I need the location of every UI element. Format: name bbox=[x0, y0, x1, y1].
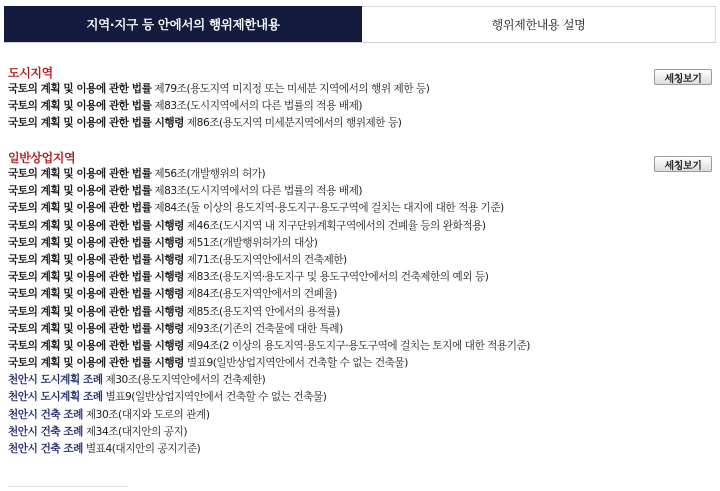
law-article: 별표9(일반상업지역안에서 건축할 수 없는 건축물) bbox=[186, 357, 408, 370]
law-article: 제34조(대지안의 공지) bbox=[85, 425, 188, 438]
law-article: 제30조(대지와 도로의 관계) bbox=[85, 408, 210, 421]
law-article: 제85조(용도지역 안에서의 용적률) bbox=[186, 305, 340, 318]
law-name: 천안시 도시계획 조례 bbox=[8, 391, 103, 404]
law-name: 국토의 계획 및 이용에 관한 법률 시행령 bbox=[8, 219, 184, 232]
law-link[interactable] bbox=[8, 321, 530, 338]
law-link[interactable] bbox=[8, 200, 530, 217]
tab-divider bbox=[4, 42, 716, 43]
tab-bar bbox=[0, 0, 720, 48]
law-link[interactable] bbox=[8, 441, 530, 458]
law-name: 국토의 계획 및 이용에 관한 법률 시행령 bbox=[8, 236, 184, 249]
law-name: 국토의 계획 및 이용에 관한 법률 bbox=[8, 185, 152, 198]
law-article: 제79조(용도지역 미지정 또는 미세분 지역에서의 행위 제한 등) bbox=[154, 83, 430, 95]
law-link[interactable] bbox=[8, 115, 429, 132]
detail-view-button-general-commercial-area[interactable]: 세칭보기 bbox=[654, 156, 712, 172]
tab-restriction-contents[interactable]: 지역·지구 등 안에서의 행위제한내용 bbox=[4, 6, 362, 42]
law-article: 제56조(개발행위의 허가) bbox=[154, 168, 266, 180]
law-name: 국토의 계획 및 이용에 관한 법률 bbox=[8, 100, 152, 113]
law-article: 제94조(2 이상의 용도지역·용도지구·용도구역에 걸치는 토지에 대한 적용기준) bbox=[186, 339, 530, 352]
law-link[interactable] bbox=[8, 407, 530, 424]
law-name: 국토의 계획 및 이용에 관한 법률 시행령 bbox=[8, 253, 184, 266]
law-name: 국토의 계획 및 이용에 관한 법률 시행령 bbox=[8, 271, 184, 284]
law-link[interactable] bbox=[8, 424, 530, 441]
law-link[interactable] bbox=[8, 235, 530, 252]
law-article: 제83조(용도지역·용도지구 및 용도구역안에서의 건축제한의 예외 등) bbox=[186, 271, 489, 284]
law-link[interactable] bbox=[8, 304, 530, 321]
law-name: 천안시 건축 조례 bbox=[8, 425, 83, 438]
law-link[interactable] bbox=[8, 218, 530, 235]
law-link[interactable] bbox=[8, 355, 530, 372]
section-title: 일반상업지역 bbox=[8, 151, 76, 165]
law-name: 국토의 계획 및 이용에 관한 법률 bbox=[8, 202, 152, 215]
law-article: 제71조(용도지역안에서의 건축제한) bbox=[186, 253, 347, 266]
law-name: 국토의 계획 및 이용에 관한 법률 시행령 bbox=[8, 322, 184, 335]
law-article: 제30조(용도지역안에서의 건축제한) bbox=[105, 374, 266, 387]
law-link[interactable] bbox=[8, 338, 530, 355]
tab-restriction-description[interactable]: 행위제한내용 설명 bbox=[362, 6, 716, 42]
law-link[interactable] bbox=[8, 372, 530, 389]
law-name: 국토의 계획 및 이용에 관한 법률 시행령 bbox=[8, 288, 184, 301]
law-name: 국토의 계획 및 이용에 관한 법률 시행령 bbox=[8, 117, 184, 130]
law-article: 제83조(도시지역에서의 다른 법률의 적용 배제) bbox=[154, 100, 363, 113]
law-name: 국토의 계획 및 이용에 관한 법률 시행령 bbox=[8, 339, 184, 352]
law-article: 제86조(용도지역 미세분지역에서의 행위제한 등) bbox=[186, 117, 402, 130]
law-name: 국토의 계획 및 이용에 관한 법률 bbox=[8, 83, 152, 95]
law-article: 제93조(기존의 건축물에 대한 특례) bbox=[186, 322, 343, 335]
law-article: 제51조(개발행위허가의 대상) bbox=[186, 236, 318, 249]
law-name: 국토의 계획 및 이용에 관한 법률 시행령 bbox=[8, 357, 184, 370]
law-article: 별표9(일반상업지역안에서 건축할 수 없는 건축물) bbox=[105, 391, 327, 404]
law-article: 별표4(대지안의 공지기준) bbox=[85, 443, 201, 455]
law-list bbox=[8, 81, 429, 133]
section-general-commercial-area bbox=[8, 150, 530, 458]
law-article: 제46조(도시지역 내 지구단위계획구역에서의 건폐율 등의 완화적용) bbox=[186, 219, 486, 232]
section-urban-area bbox=[8, 65, 429, 133]
law-name: 국토의 계획 및 이용에 관한 법률 bbox=[8, 168, 152, 180]
law-link[interactable] bbox=[8, 269, 530, 286]
law-link[interactable] bbox=[8, 81, 429, 98]
law-link[interactable] bbox=[8, 183, 530, 200]
law-link[interactable] bbox=[8, 166, 530, 183]
law-name: 천안시 건축 조례 bbox=[8, 443, 83, 455]
law-link[interactable] bbox=[8, 286, 530, 303]
law-article: 제84조(용도지역안에서의 건폐율) bbox=[186, 288, 337, 301]
law-link[interactable] bbox=[8, 252, 530, 269]
section-title: 도시지역 bbox=[8, 66, 53, 80]
law-article: 제83조(도시지역에서의 다른 법률의 적용 배제) bbox=[154, 185, 363, 198]
law-list bbox=[8, 166, 530, 458]
divider bbox=[8, 486, 128, 487]
detail-view-button-urban-area[interactable]: 세칭보기 bbox=[654, 69, 712, 85]
law-name: 천안시 도시계획 조례 bbox=[8, 374, 103, 387]
law-link[interactable] bbox=[8, 98, 429, 115]
law-name: 국토의 계획 및 이용에 관한 법률 시행령 bbox=[8, 305, 184, 318]
law-article: 제84조(둘 이상의 용도지역·용도지구·용도구역에 걸치는 대지에 대한 적용 기준) bbox=[154, 202, 504, 215]
law-name: 천안시 건축 조례 bbox=[8, 408, 83, 421]
law-link[interactable] bbox=[8, 389, 530, 406]
